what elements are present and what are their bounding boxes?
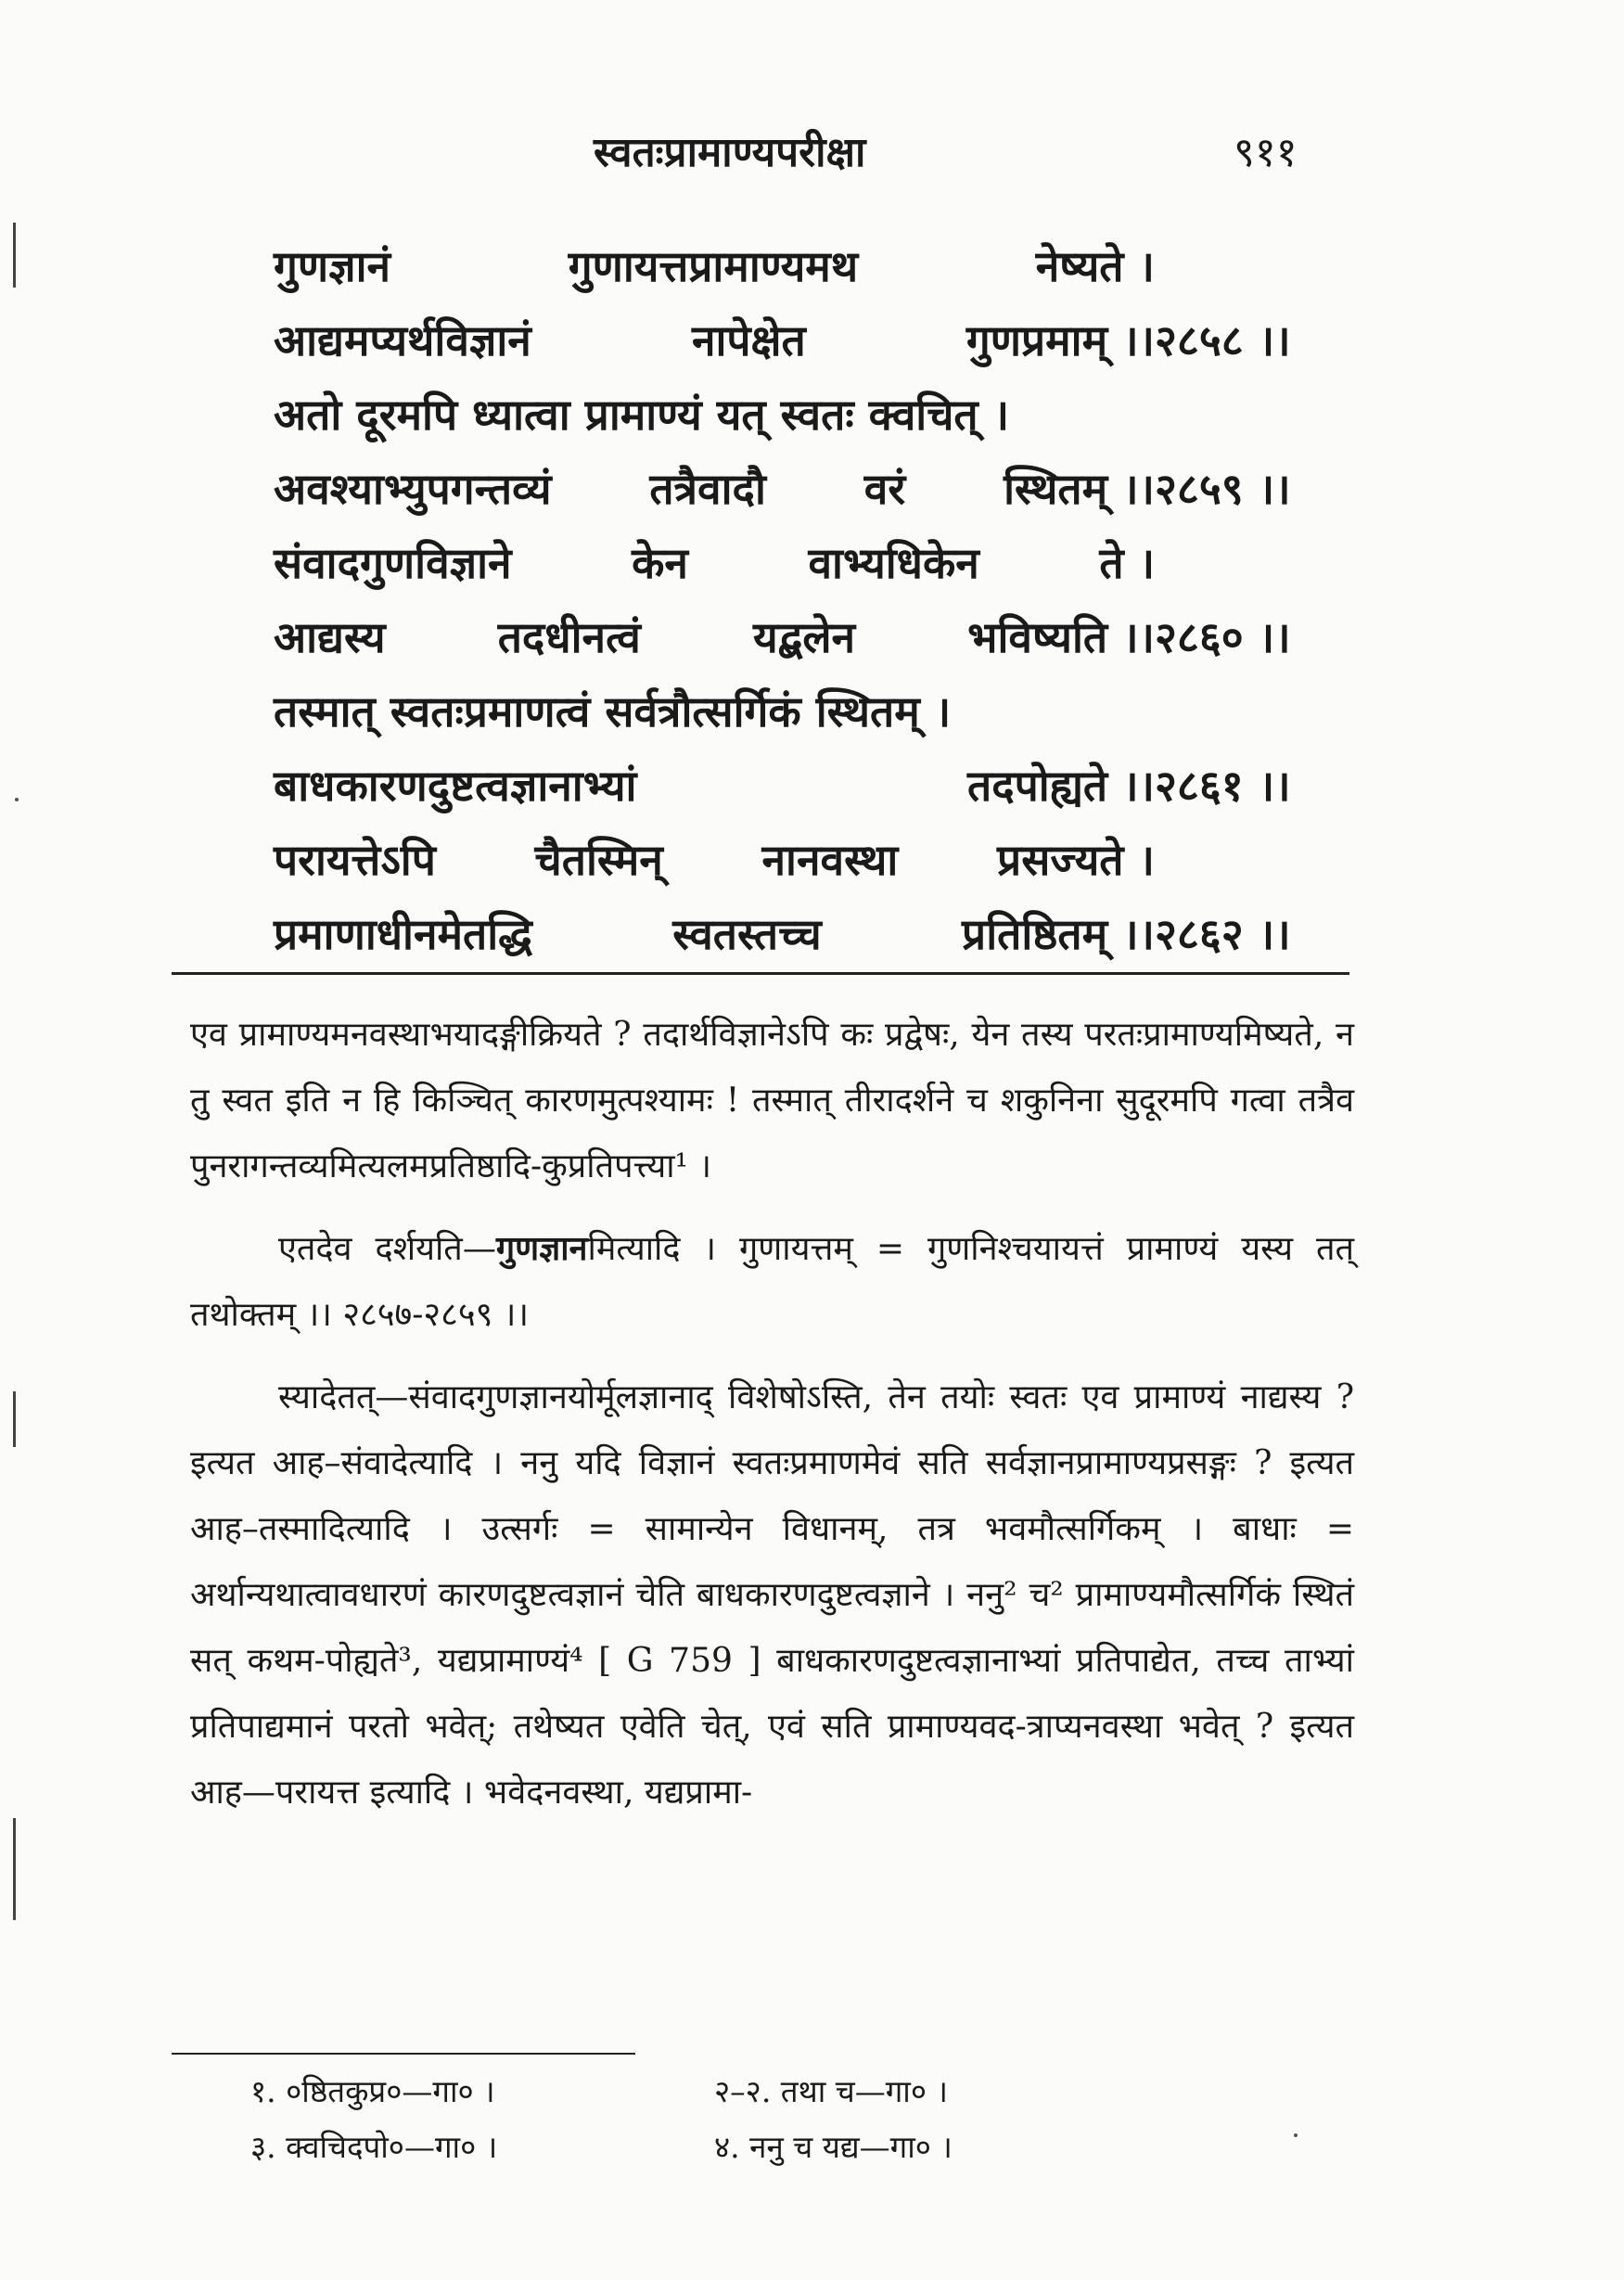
verse-word: स्थितम् ।।	[1004, 464, 1155, 514]
verse-line	[274, 756, 1359, 830]
verse-line	[274, 311, 1359, 385]
verse-line	[274, 682, 1359, 756]
verse-line	[274, 904, 1359, 979]
verse-word: स्वतस्तच्च	[672, 909, 822, 959]
verse-word: अतो दूरमपि ध्यात्वा प्रामाण्यं यत् स्वतः क्वचित् ।	[274, 390, 1010, 440]
verse-text	[274, 682, 1155, 739]
verse-number: २८६२ ।।	[1155, 909, 1291, 959]
verse-word: चैतस्मिन्	[534, 835, 663, 885]
verse-word: ते ।	[1099, 538, 1155, 588]
commentary-block	[190, 1002, 1354, 1842]
verse-word: गुणायत्तप्रामाण्यमथ	[568, 241, 859, 291]
verse-text	[274, 756, 1155, 813]
verse-word: भविष्यति ।।	[967, 612, 1155, 662]
verse-text	[274, 459, 1155, 517]
verse-word: नापेक्षेत	[691, 315, 806, 365]
footnote-divider	[172, 2053, 635, 2055]
verse-word: वरं	[863, 464, 906, 514]
verse-word: तत्रैवादौ	[649, 464, 766, 514]
verse-line	[274, 830, 1359, 904]
footnote-1: १. ०ष्ठितकुप्र०—गा० ।	[250, 2073, 495, 2109]
scan-margin-mark	[13, 1818, 16, 1920]
footnote-row	[250, 2064, 1178, 2120]
verse-text	[274, 237, 1155, 294]
scan-speck	[15, 798, 19, 801]
verse-word: बाधकारणदुष्टत्वज्ञानाभ्यां	[274, 761, 637, 811]
page-header	[0, 122, 1624, 197]
verse-text	[274, 608, 1155, 665]
footnote-3: ३. क्वचिदपो०—गा० ।	[250, 2129, 498, 2165]
verse-word: तदपोह्यते ।।	[967, 761, 1155, 811]
commentary-paragraph-3: स्यादेतत्—संवादगुणज्ञानयोर्मूलज्ञानाद् विशेषोऽस्ति, तेन तयोः स्वतः एव प्रामाण्यं नाद्यस्य ? इत्यत आह–संवादेत्यादि । ननु यदि विज्ञानं स्वतःप्रमाणमेवं सति सर्वज्ञानप्रामाण्यप्रसङ्गः ? इत्यत आह–तस्मादित्यादि । उत्सर्गः = सामान्येन विधानम्, तत्र भवमौत्सर्गिकम् । बाधाः = अर्थान्यथात्वावधारणं कारणदुष्टत्वज्ञानं चेति बाधकारणदुष्टत्वज्ञाने । ननु² च² प्रामाण्यमौत्सर्गिकं स्थितं सत् कथम-पोह्यते³, यद्यप्रामाण्यं⁴ [ G 759 ] बाधकारणदुष्टत्वज्ञानाभ्यां प्रतिपाद्येत, तच्च ताभ्यां प्रतिपाद्यमानं परतो भवेत्; तथेष्यत एवेति चेत्, एवं सति प्रामाण्यवद-त्राप्यनवस्था भवेत् ? इत्यत आह—परायत्त इत्यादि । भवेदनवस्था, यद्यप्रामा-	[190, 1378, 1354, 1812]
verse-word: तदधीनत्वं	[497, 612, 641, 662]
verse-number: २८५८ ।।	[1155, 315, 1291, 365]
scan-margin-mark	[13, 223, 16, 288]
verse-line	[274, 385, 1359, 459]
footnote-2: २–२. तथा च—गा० ।	[714, 2073, 948, 2109]
para2-keyword: गुणज्ञान	[495, 1229, 588, 1268]
verse-number: २८६० ।।	[1155, 612, 1291, 662]
verse-text	[274, 830, 1155, 888]
para2-lead: एतदेव दर्शयति—	[278, 1230, 496, 1268]
section-divider	[172, 972, 1349, 975]
verse-word: गुणप्रमाम् ।।	[965, 315, 1155, 365]
verse-word: यद्बलेन	[752, 612, 856, 662]
footnote-row	[250, 2120, 1178, 2175]
verse-word: प्रसज्यते ।	[997, 835, 1155, 885]
verse-word: तस्मात् स्वतःप्रमाणत्वं सर्वत्रौत्सर्गिकं स्थितम् ।	[274, 686, 952, 737]
verse-word: गुणज्ञानं	[274, 241, 391, 291]
verse-number: २८५९ ।।	[1155, 464, 1291, 514]
verse-word: आद्यस्य	[274, 612, 386, 662]
verse-line	[274, 237, 1359, 311]
footnotes	[250, 2064, 1178, 2175]
verse-word: संवादगुणविज्ञाने	[274, 538, 512, 588]
footnote-4: ४. ननु च यद्य—गा० ।	[714, 2129, 953, 2165]
verse-text	[274, 904, 1155, 962]
verse-word: परायत्तेऽपि	[274, 835, 436, 885]
verse-line	[274, 533, 1359, 608]
running-title: स्वतःप्रामाण्यपरीक्षा	[594, 129, 866, 176]
verse-word: नेष्यते ।	[1035, 241, 1155, 291]
commentary-paragraph-2	[190, 1216, 1354, 1348]
verse-number: २८६१ ।।	[1155, 761, 1291, 811]
verse-text	[274, 533, 1155, 591]
verse-word: नानवस्था	[761, 835, 899, 885]
verse-line	[274, 459, 1359, 533]
verse-word: प्रमाणाधीनमेतद्धि	[274, 909, 532, 959]
verse-text	[274, 311, 1155, 368]
verse-word: अवश्याभ्युपगन्तव्यं	[274, 464, 552, 514]
verse-word: प्रतिष्ठितम् ।।	[962, 909, 1155, 959]
scan-margin-mark	[13, 1391, 16, 1447]
verse-text	[274, 385, 1155, 442]
verse-word: आद्यमप्यर्थविज्ञानं	[274, 315, 531, 365]
para2-rest: मित्यादि । गुणायत्तम् = गुणनिश्चयायत्तं प्रामाण्यं यस्य तत् तथोक्तम् ।। २८५७-२८५९ ।।	[190, 1230, 1355, 1334]
verse-word: केन	[632, 538, 688, 588]
verse-line	[274, 608, 1359, 682]
commentary-paragraph-1: एव प्रामाण्यमनवस्थाभयादङ्गीक्रियते ? तदार्थविज्ञानेऽपि कः प्रद्वेषः, येन तस्य परतःप्रामाण्यमिष्यते, न तु स्वत इति न हि किञ्चित् कारणमुत्पश्यामः ! तस्मात् तीरादर्शने च शकुनिना सुदूरमपि गत्वा तत्रैव पुनरागन्तव्यमित्यलमप्रतिष्ठादि-कुप्रतिपत्त्या¹ ।	[190, 1016, 1354, 1185]
scan-speck	[1294, 2133, 1298, 2137]
verse-block	[274, 237, 1359, 979]
verse-word: वाभ्यधिकेन	[808, 538, 979, 588]
page-number: ९११	[1234, 129, 1298, 176]
